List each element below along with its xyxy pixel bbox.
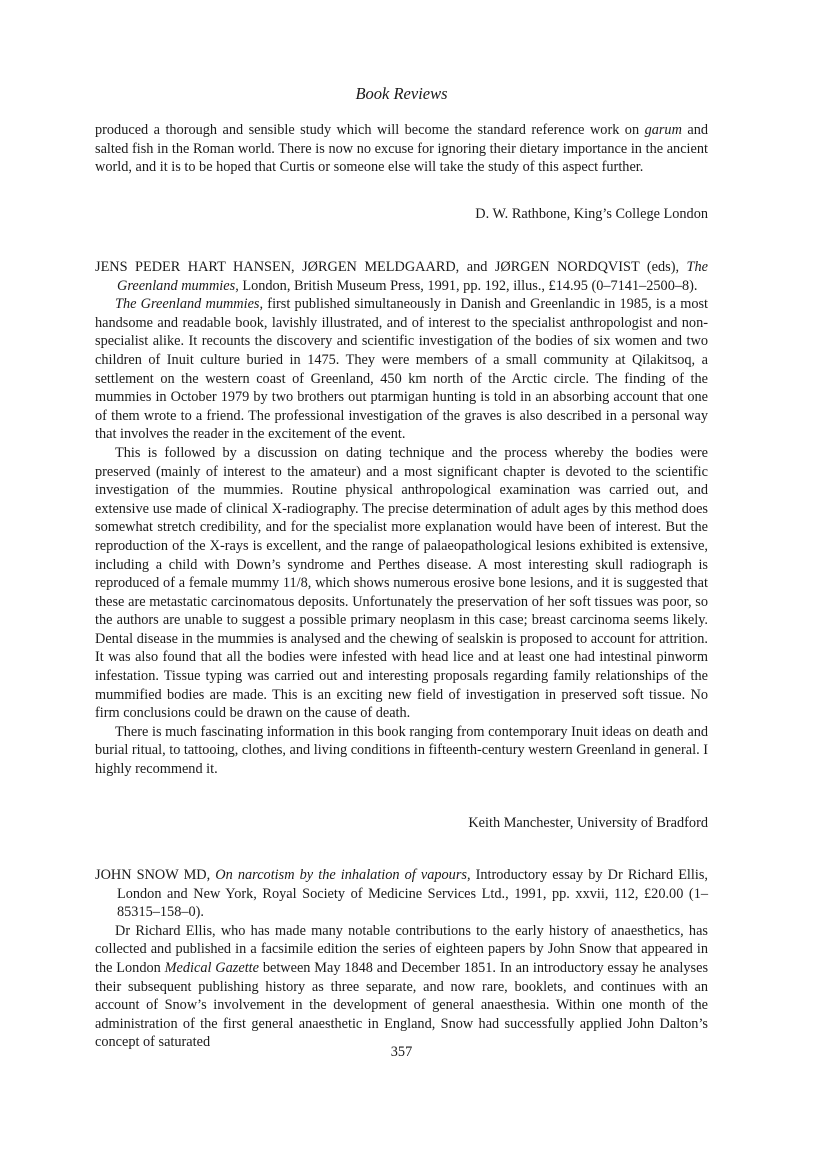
review-2-paragraph-2: This is followed by a discussion on dating technique and the process whereby the bodies were preserved (mainly of interest to the amateur) and a most significant chapter is devoted to the scientific investigation of the mummies. Routine physical anthropological examination was carried out, and extensive use made of clinical X-radiography. The precise determination of adult ages by this method does somewhat stretch credibility, and for the specialist more explanation would have been of interest. But the reproduction of the X-rays is excellent, and the range of palaeopathological lesions exhibited is extensive, including a child with Down’s syndrome and Perthes disease. A most interesting skull radiograph is reproduced of a female mummy 11/8, which shows numerous erosive bone lesions, and it is suggested that these are metastatic carcinomatous deposits. Unfortunately the preservation of her soft tissues was poor, so the authors are unable to suggest a possible primary neoplasm in this case; breast carcinoma seems likely. Dental disease in the mummies is analysed and the chewing of sealskin is proposed to account for attrition. It was also found that all the bodies were infested with head lice and at least one had intestinal pinworm infestation. Tissue typing was carried out and interesting proposals regarding family relationships of the mummified bodies are made. This is an exciting new field of investigation in preserved soft tissue. No firm conclusions could be drawn on the cause of death. xyxy=(95,444,708,722)
review-1-garum: garum xyxy=(644,122,682,138)
review-3 xyxy=(95,866,708,1052)
review-1-text-a: produced a thorough and sensible study which will become the standard reference work on xyxy=(95,122,645,138)
review-3-p1-text-a: Dr Richard Ellis, who has made many notable contributions to the early history of anaesthetics, has collected and published in a facsimile edition the series of eighteen papers by John Snow that appeared in the London xyxy=(95,922,708,976)
review-3-journal: Medical Gazette xyxy=(164,959,259,976)
review-3-p1-text-b: between May 1848 and December 1851. In an introductory essay he analyses their subsequent publishing history as three separate, and now rare, booklets, and continues with an account of Snow’s involvement in the development of general anaesthesia. Within one month of the administration of the first general anaesthetic in England, Snow had successfully applied John Dalton’s concept of saturated xyxy=(95,959,709,1051)
review-2 xyxy=(95,258,708,779)
review-2-p1-text: , first published simultaneously in Danish and Greenlandic in 1985, is a most handsome and readable book, lavishly illustrated, and of interest to the specialist anthropologist and non-specialist alike. It recounts the discovery and scientific investigation of the bodies of six women and two children of Inuit culture buried in 1475. They were members of a small community at Qilakitsoq, a settlement on the western coast of Greenland, 450 km north of the Arctic circle. The finding of the mummies in October 1979 by two brothers out ptarmigan hunting is told in an absorbing account that one of them wrote to a friend. The professional investigation of the graves is also described in a personal way that involves the reader in the excitement of the event. xyxy=(95,296,709,443)
page-number: 357 xyxy=(390,1044,413,1060)
review-2-signature: Keith Manchester, University of Bradford xyxy=(468,815,708,831)
review-2-book-title: The Greenland mummies xyxy=(117,259,708,294)
review-3-paragraph-1 xyxy=(95,922,708,1052)
review-2-citation xyxy=(95,258,708,295)
review-2-p1-title: The Greenland mummies xyxy=(115,296,260,313)
review-1-continuation xyxy=(95,121,708,177)
review-3-citation xyxy=(95,866,708,922)
page xyxy=(95,0,708,1161)
review-2-publication-details: , London, British Museum Press, 1991, pp. 192, illus., £14.95 (0–7141–2500–8). xyxy=(235,277,698,294)
review-1-text-b: and salted fish in the Roman world. There is now no excuse for ignoring their dietary importance in the ancient world, and it is to be hoped that Curtis or someone else will take the study of this aspect further. xyxy=(95,122,709,176)
review-3-publication-details: , Introductory essay by Dr Richard Ellis, London and New York, Royal Society of Medicine Services Ltd., 1991, pp. xxvii, 112, £20.00 (1–85315–158–0). xyxy=(117,867,708,921)
review-1-signature: D. W. Rathbone, King’s College London xyxy=(475,206,708,222)
running-head: Book Reviews xyxy=(355,84,448,103)
review-2-paragraph-1 xyxy=(95,295,708,444)
review-2-paragraph-3: There is much fascinating information in this book ranging from contemporary Inuit ideas on death and burial ritual, to tattooing, clothes, and living conditions in fifteenth-century western Greenland in general. I highly recommend it. xyxy=(95,723,708,778)
review-3-author: JOHN SNOW MD, xyxy=(95,867,216,883)
review-3-book-title: On narcotism by the inhalation of vapours xyxy=(215,867,467,883)
review-2-authors: JENS PEDER HART HANSEN, JØRGEN MELDGAARD, and JØRGEN NORDQVIST (eds), xyxy=(95,259,680,275)
review-1-paragraph xyxy=(95,121,708,177)
